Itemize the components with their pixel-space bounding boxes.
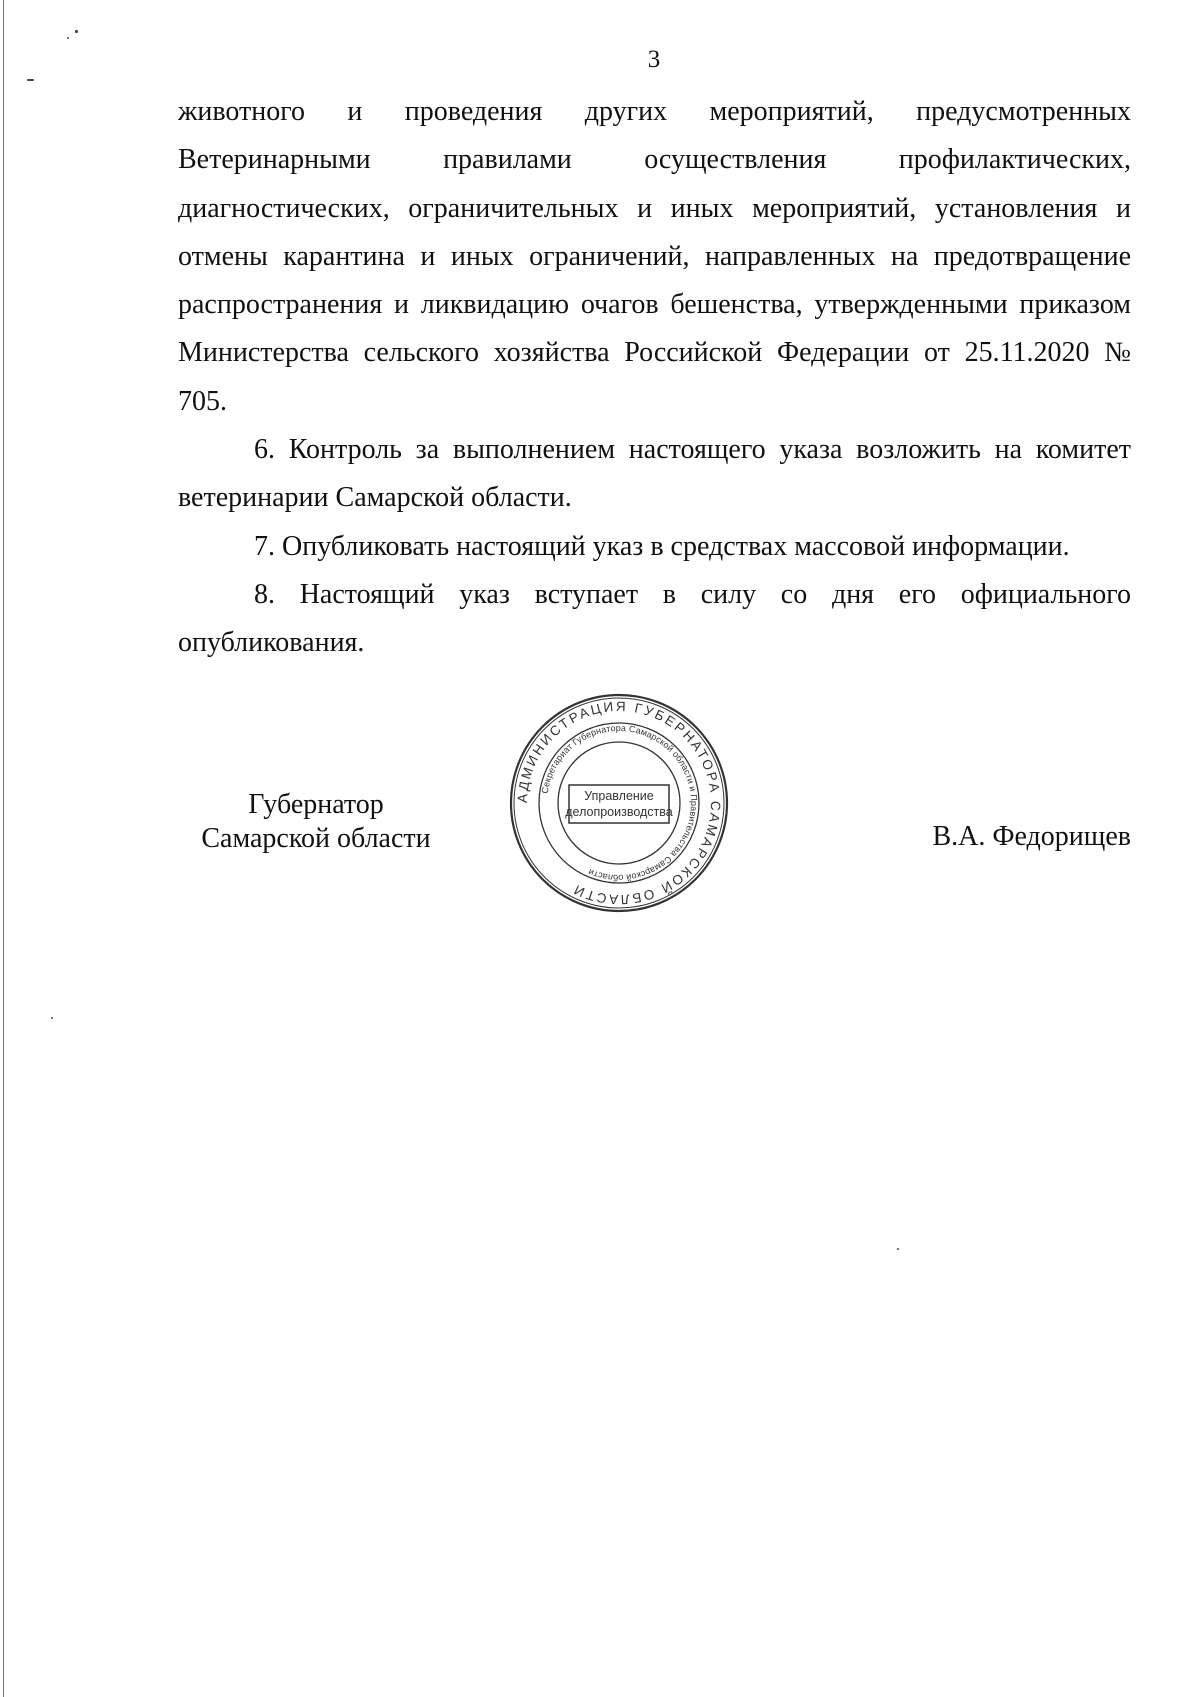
scan-speck [27,79,34,81]
seal-inner-border [558,742,680,864]
paragraph-7: 7. Опубликовать настоящий указ в средствах массовой информации. [254,530,1070,562]
seal-center-line1: Управление [584,789,654,803]
signature-title-line2: Самарской области [201,823,431,854]
scan-speck [897,1248,899,1250]
page-number: 3 [647,46,661,73]
paragraph-8: 8. Настоящий указ вступает в силу со дня его официального опубликования. [178,578,1131,659]
seal-outer-text: АДМИНИСТРАЦИЯ ГУБЕРНАТОРА САМАРСКОЙ ОБЛАСТИ [514,698,724,908]
signature-name: В.А. Федорищев [932,821,1131,852]
seal-inner-text: Секретариат Губернатора Самарской области и Правительства Самарской области [539,722,700,884]
signature-title-line1: Губернатор [248,789,384,820]
seal-center-line2: делопроизводства [565,805,673,819]
document-body [178,88,1131,668]
scan-binding-edge [3,0,4,1697]
signature-title [191,788,441,856]
seal-graphic [506,690,732,916]
scan-speck [67,37,69,39]
scan-speck [51,1017,53,1019]
paragraph-6: 6. Контроль за выполнением настоящего указа возложить на комитет ветеринарии Самарской области. [178,434,1131,514]
official-seal [506,690,732,916]
paragraph-continuation: животного и проведения других мероприятий, предусмотренных Ветеринарными правилами осуществления профилактических, диагностических, ограничительных и иных мероприятий, установления и отмены карантина и иных ограничений, направленных на предотвращение распространения и ликвидацию очагов бешенства, утвержденными приказом Министерства сельского хозяйства Российской Федерации от 25.11.2020 № 705. [178,96,1131,417]
scan-speck [75,30,78,33]
